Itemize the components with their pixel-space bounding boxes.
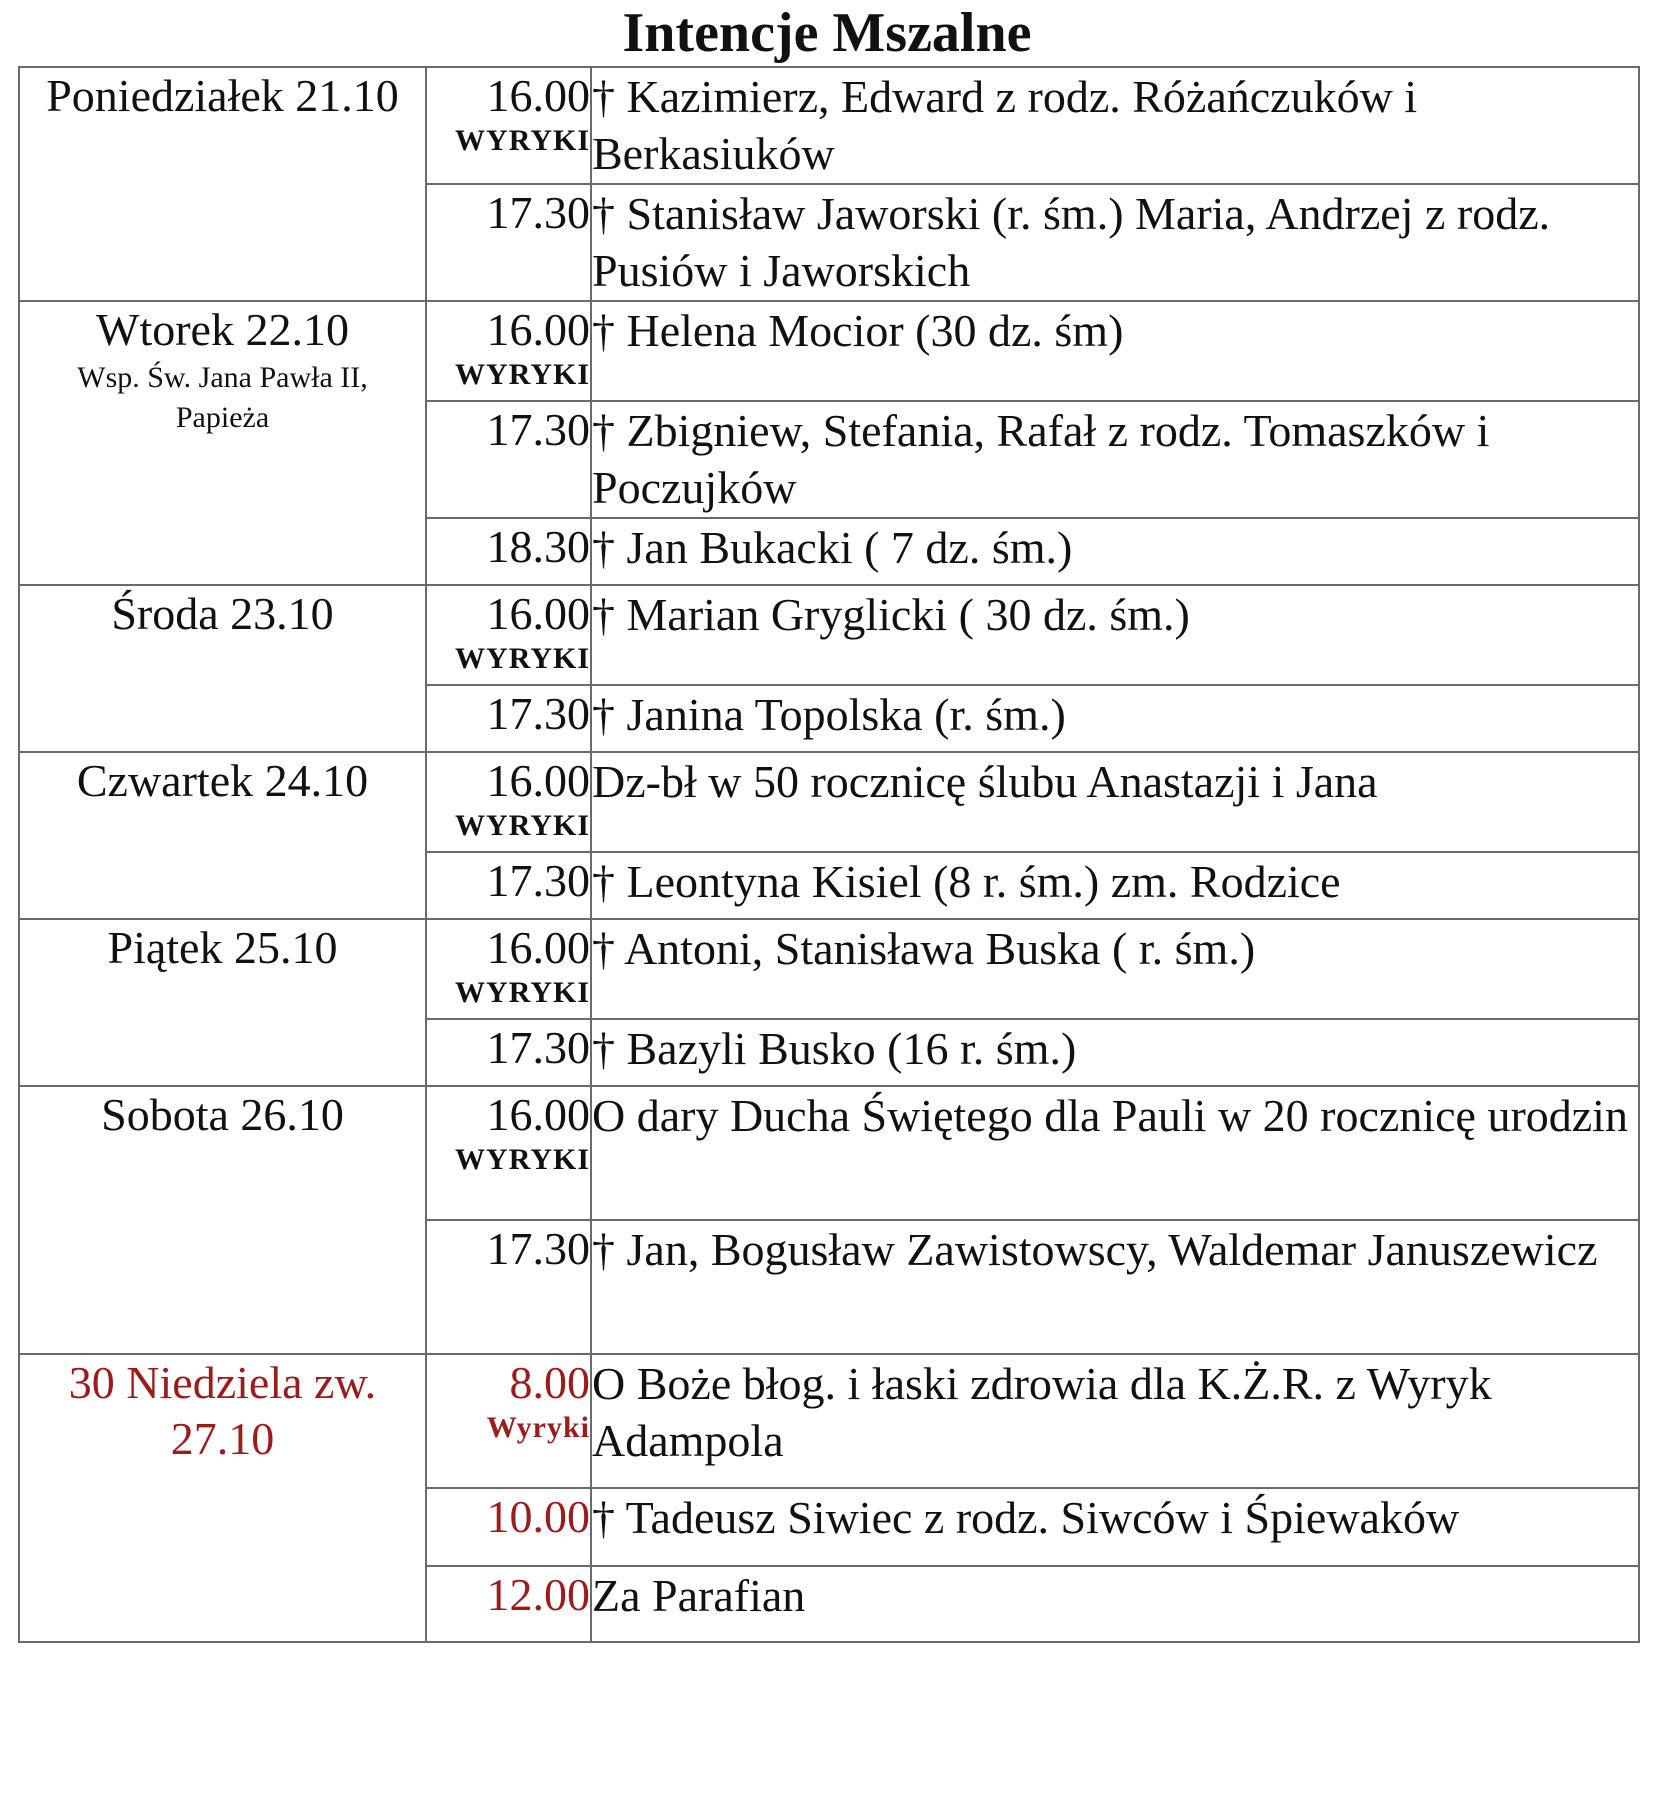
day-name: Piątek 25.10 bbox=[107, 922, 338, 973]
mass-time: 18.30 bbox=[486, 521, 590, 572]
day-name: Środa 23.10 bbox=[111, 588, 334, 639]
day-cell-wednesday bbox=[19, 585, 426, 752]
mass-place: WYRYKI bbox=[455, 124, 590, 157]
table-row bbox=[19, 1086, 1639, 1220]
time-cell bbox=[426, 301, 591, 401]
time-cell bbox=[426, 1488, 591, 1566]
mass-time: 17.30 bbox=[486, 404, 590, 455]
time-cell bbox=[426, 852, 591, 919]
time-cell bbox=[426, 585, 591, 685]
day-cell-saturday bbox=[19, 1086, 426, 1354]
intention-cell: O dary Ducha Świętego dla Pauli w 20 rocznicę urodzin bbox=[591, 1086, 1639, 1220]
mass-time: 16.00 bbox=[486, 922, 590, 973]
intention-cell: † Janina Topolska (r. śm.) bbox=[591, 685, 1639, 752]
table-row bbox=[19, 301, 1639, 401]
table-row bbox=[19, 585, 1639, 685]
mass-time: 17.30 bbox=[486, 1022, 590, 1073]
mass-time: 16.00 bbox=[486, 588, 590, 639]
page-title: Intencje Mszalne bbox=[622, 2, 1032, 64]
day-cell-monday bbox=[19, 67, 426, 301]
day-name: 30 Niedziela zw. 27.10 bbox=[68, 1357, 377, 1464]
time-cell bbox=[426, 1019, 591, 1086]
time-cell bbox=[426, 1566, 591, 1642]
time-cell bbox=[426, 401, 591, 518]
day-name: Wtorek 22.10 bbox=[96, 304, 349, 355]
mass-place: WYRYKI bbox=[455, 976, 590, 1009]
intention-cell: † Leontyna Kisiel (8 r. śm.) zm. Rodzice bbox=[591, 852, 1639, 919]
day-cell-tuesday bbox=[19, 301, 426, 585]
mass-time: 16.00 bbox=[486, 304, 590, 355]
time-cell bbox=[426, 919, 591, 1019]
time-cell bbox=[426, 1086, 591, 1220]
table-row bbox=[19, 919, 1639, 1019]
mass-time: 17.30 bbox=[486, 187, 590, 238]
mass-time: 12.00 bbox=[486, 1569, 590, 1620]
day-cell-sunday bbox=[19, 1354, 426, 1642]
intention-cell: † Stanisław Jaworski (r. śm.) Maria, Andrzej z rodz. Pusiów i Jaworskich bbox=[591, 184, 1639, 301]
table-row bbox=[19, 67, 1639, 184]
time-cell bbox=[426, 752, 591, 852]
time-cell bbox=[426, 67, 591, 184]
mass-place: Wyryki bbox=[486, 1411, 590, 1444]
intention-cell: † Bazyli Busko (16 r. śm.) bbox=[591, 1019, 1639, 1086]
day-name: Sobota 26.10 bbox=[101, 1089, 344, 1140]
intention-cell: Za Parafian bbox=[591, 1566, 1639, 1642]
table-row bbox=[19, 1354, 1639, 1488]
intention-cell: † Marian Gryglicki ( 30 dz. śm.) bbox=[591, 585, 1639, 685]
intention-cell: † Antoni, Stanisława Buska ( r. śm.) bbox=[591, 919, 1639, 1019]
intention-cell: Dz-bł w 50 rocznicę ślubu Anastazji i Jana bbox=[591, 752, 1639, 852]
day-cell-thursday bbox=[19, 752, 426, 919]
time-cell bbox=[426, 685, 591, 752]
mass-time: 16.00 bbox=[486, 70, 590, 121]
mass-time: 17.30 bbox=[486, 855, 590, 906]
mass-place: WYRYKI bbox=[455, 1143, 590, 1176]
mass-intentions-table bbox=[18, 66, 1640, 1643]
day-subtitle: Wsp. Św. Jana Pawła II, Papieża bbox=[77, 361, 368, 434]
time-cell bbox=[426, 184, 591, 301]
intention-cell: O Boże błog. i łaski zdrowia dla K.Ż.R. z Wyryk Adampola bbox=[591, 1354, 1639, 1488]
day-name: Poniedziałek 21.10 bbox=[46, 70, 399, 121]
intention-cell: † Jan, Bogusław Zawistowscy, Waldemar Januszewicz bbox=[591, 1220, 1639, 1354]
mass-place: WYRYKI bbox=[455, 809, 590, 842]
intention-cell: † Zbigniew, Stefania, Rafał z rodz. Tomaszków i Poczujków bbox=[591, 401, 1639, 518]
mass-time: 16.00 bbox=[486, 1089, 590, 1140]
mass-time: 8.00 bbox=[509, 1357, 590, 1408]
day-cell-friday bbox=[19, 919, 426, 1086]
time-cell bbox=[426, 518, 591, 585]
mass-place: WYRYKI bbox=[455, 358, 590, 391]
mass-time: 17.30 bbox=[486, 688, 590, 739]
intention-cell: † Jan Bukacki ( 7 dz. śm.) bbox=[591, 518, 1639, 585]
time-cell bbox=[426, 1220, 591, 1354]
table-row bbox=[19, 752, 1639, 852]
intention-cell: † Tadeusz Siwiec z rodz. Siwców i Śpiewaków bbox=[591, 1488, 1639, 1566]
mass-time: 17.30 bbox=[486, 1223, 590, 1274]
mass-time: 16.00 bbox=[486, 755, 590, 806]
mass-time: 10.00 bbox=[486, 1491, 590, 1542]
mass-place: WYRYKI bbox=[455, 642, 590, 675]
intention-cell: † Helena Mocior (30 dz. śm) bbox=[591, 301, 1639, 401]
time-cell bbox=[426, 1354, 591, 1488]
intention-cell: † Kazimierz, Edward z rodz. Różańczuków i Berkasiuków bbox=[591, 67, 1639, 184]
day-name: Czwartek 24.10 bbox=[76, 755, 369, 806]
